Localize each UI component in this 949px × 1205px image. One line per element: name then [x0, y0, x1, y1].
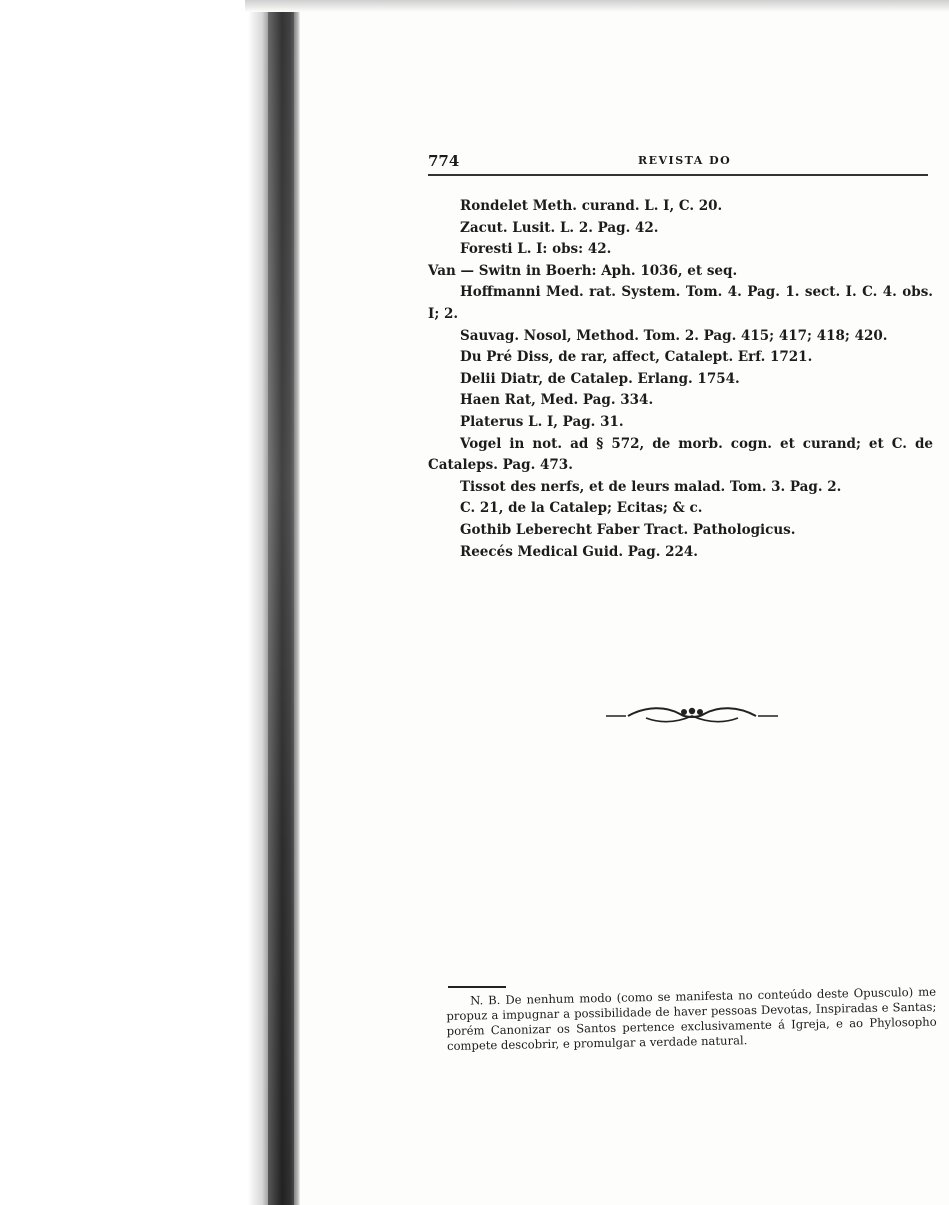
- reference-item: Foresti L. I: obs: 42.: [460, 241, 612, 258]
- book-gutter: [0, 0, 300, 1205]
- ornament-divider: [606, 702, 778, 730]
- page-top-edge: [245, 0, 949, 12]
- reference-text: Hoffmanni Med. rat. System. Tom. 4. Pag. 1. sect. I. C. 4. obs. I; 2.: [428, 284, 933, 322]
- reference-item: [428, 434, 933, 477]
- spine-shadow: [268, 0, 294, 1205]
- header-rule: [428, 174, 928, 176]
- reference-text: Vogel in not. ad § 572, de morb. cogn. et curand; et C. de Cataleps. Pag. 473.: [428, 435, 933, 474]
- reference-item: Sauvag. Nosol, Method. Tom. 2. Pag. 415; 417; 418; 420.: [460, 327, 888, 344]
- reference-item: Platerus L. I, Pag. 31.: [460, 413, 624, 430]
- reference-item: Du Pré Diss, de rar, affect, Catalept. Erf. 1721.: [460, 349, 813, 366]
- running-head: REVISTA DO: [638, 154, 732, 167]
- page-number: 774: [428, 152, 460, 170]
- footnote-rule: [448, 986, 506, 988]
- reference-item: Delii Diatr, de Catalep. Erlang. 1754.: [460, 370, 740, 387]
- reference-item: Rondelet Meth. curand. L. I, C. 20.: [460, 198, 723, 214]
- reference-item: Tissot des nerfs, et de leurs malad. Tom. 3. Pag. 2.: [460, 478, 842, 495]
- reference-item: C. 21, de la Catalep; Ecitas; & c.: [460, 500, 703, 517]
- reference-item: Haen Rat, Med. Pag. 334.: [460, 392, 654, 409]
- reference-item: Van — Switn in Boerh: Aph. 1036, et seq.: [428, 262, 738, 279]
- reference-list: [428, 196, 933, 563]
- footnote-text: N. B. De nenhum modo (como se manifesta no conteúdo deste Opusculo) me propuz a impugnar a possibilidade de haver pessoas Devotas, Inspiradas e Santas; porém Canonizar os Santos pertence exclusivamente á Igreja, e ao Phylosopho compete descobrir, e promulgar a verdade natural.: [446, 984, 937, 1053]
- reference-item: Gothib Leberecht Faber Tract. Pathologicus.: [460, 521, 796, 538]
- footnote: [446, 985, 937, 1054]
- reference-item: [428, 282, 933, 325]
- reference-item: Reecés Medical Guid. Pag. 224.: [460, 543, 698, 560]
- page-header: [428, 150, 928, 180]
- reference-item: Zacut. Lusit. L. 2. Pag. 42.: [460, 219, 659, 236]
